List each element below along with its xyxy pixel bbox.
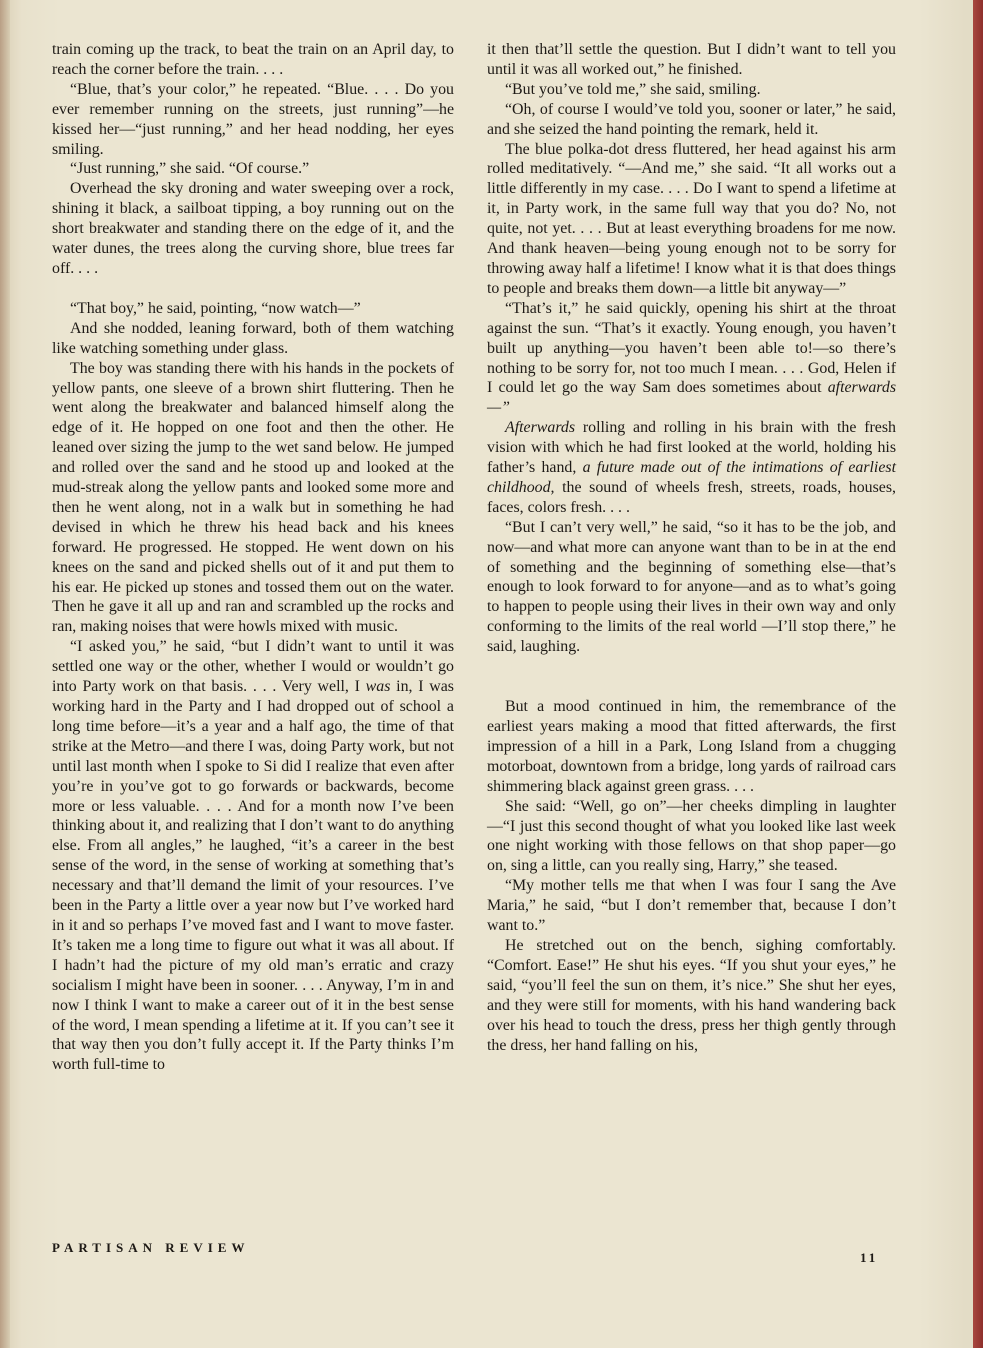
binding-edge bbox=[0, 0, 10, 1348]
paragraph: “Blue, that’s your color,” he repeated. “Blue. . . . Do you ever remember running on the streets, just running”—he kissed her—“just running,” and her head nodding, her eyes smiling. bbox=[52, 80, 454, 158]
paragraph: The blue polka-dot dress fluttered, her head against his arm rolled meditatively. “—And me,” she said. “It all works out a little differently in my case. . . . Do I want to spend a lifetime at it, in Party work, in the same full way that you do? No, not quite, not yet. . . . But at least everything broadens for me now. And thank heaven—being young enough not to be sorry for throwing away half a lifetime! I know what it is that does things to people and breaks them down—a little bit anyway—” bbox=[487, 140, 896, 297]
text-run: the sound of wheels fresh, streets, roads, houses, faces, colors fresh. . . . bbox=[487, 478, 896, 516]
italic-text: afterwards—” bbox=[487, 379, 896, 417]
text-run: in, I was working hard in the Party and I had dropped out of school a long time before—it’s a year and a half ago, the time of that strike at the Metro—and there I was, doing Party work, but not until last month when I spoke to Si did I realize that even after you’re in you’ve got to go forwards or backwards, become more or less valuable. . . . And for a month now I’ve been thinking about it, and realizing that I don’t want to do anything else. From all angles,” he laughed, “it’s a career in the best sense of the word, in the sense of working at something that’s necessary and that’ll demand the limit of your resources. I’ve been in the Party a little over a year now but I’ve worked hard in it and so perhaps I’ve moved fast and I want to move faster. It’s taken me a long time to figure out what it was all about. If I hadn’t had the picture of my old man’s erratic and crazy socialism I might have been in sooner. . . . Anyway, I’m in and now I think I want to make a career out of it in the best sense of the word, I mean spending a lifetime at it. If you can’t see it that way then you don’t fully accept it. If the Party thinks I’m worth full-time to bbox=[52, 678, 454, 1074]
paragraph: The boy was standing there with his hands in the pockets of yellow pants, one sleeve of a brown shirt fluttering. Then he went along the breakwater and balanced himself along the edge of it. He hopped on one foot and then the other. He leaned over sizing the jump to the wet sand below. He jumped and rolled over the sand and he stood up and looked at the mud-streak along the yellow pants and looked some more and then he went along, not in a walk but in something he had devised in which he threw his head back and his knees forward. He progressed. He stopped. He went down on his knees on the sand and picked shells out of it and put them to his ear. He picked up stones and tossed them out on the water. Then he gave it all up and ran and scrambled up the rocks and ran, making noises that were howls mixed with music. bbox=[52, 359, 454, 636]
paragraph: “That boy,” he said, pointing, “now watch—” bbox=[70, 299, 361, 317]
paragraph bbox=[52, 637, 454, 1075]
paragraph: it then that’ll settle the question. But I didn’t want to tell you until it was all worked out,” he finished. bbox=[487, 41, 896, 78]
left-text-column bbox=[52, 40, 454, 1075]
paragraph: But a mood continued in him, the remembrance of the earliest years making a mood that fitted afterwards, the first impression of a hill in a Park, Long Island from a chugging motorboat, downtown from a bridge, long yards of railroad cars shimmering black against green grass. . . . bbox=[487, 698, 896, 795]
publication-name: PARTISAN REVIEW bbox=[52, 1240, 250, 1255]
paragraph: train coming up the track, to beat the train on an April day, to reach the corner before the train. . . . bbox=[52, 41, 454, 78]
text-run: “That’s it,” he said quickly, opening his shirt at the throat against the sun. “That’s it exactly. Young enough, you haven’t built up anything—you haven’t been able to!—so there’s nothing to be sorry for, not too much I mean. . . . God, Helen if I could let go the way Sam does sometimes about bbox=[487, 299, 896, 397]
paragraph: “But I can’t very well,” he said, “so it has to be the job, and now—and what more can anyone want than to be in at the end of something and the beginning of something else—that’s enough to look forward to for anyone—and as to what’s going to happen to people using their lives in their own way and only conforming to the limits of the real world —I’ll stop there,” he said, laughing. bbox=[487, 518, 896, 656]
paragraph bbox=[487, 299, 896, 418]
italic-text: was bbox=[365, 678, 391, 696]
text-run: rolling and rolling in his brain with the fresh vision with which he had first looked at the world, holding his father’s hand, bbox=[487, 419, 896, 477]
paragraph bbox=[487, 418, 896, 518]
paragraph: “My mother tells me that when I was four I sang the Ave Maria,” he said, “but I don’t remember that, because I don’t want to.” bbox=[487, 877, 896, 935]
paragraph: She said: “Well, go on”—her cheeks dimpling in laughter—“I just this second thought of what you looked like last week one night working with those fellows on that shop paper—go on, sing a little, can you really sing, Harry,” she teased. bbox=[487, 797, 896, 875]
paragraph: “But you’ve told me,” she said, smiling. bbox=[505, 80, 761, 98]
paragraph: He stretched out on the bench, sighing comfortably. “Comfort. Ease!” He shut his eyes. “If you shut your eyes,” he said, “you’ll feel the sun on them, it’s nice.” She shut her eyes, and they were still for moments, with his hand wandering back over his head to touch the dress, press her thigh gently through the dress, her hand falling on his, bbox=[487, 936, 896, 1054]
page-number: 11 bbox=[860, 1250, 879, 1265]
paragraph: And she nodded, leaning forward, both of them watching like watching something under glass. bbox=[52, 319, 454, 357]
text-run: “I asked you,” he said, “but I didn’t want to until it was settled one way or the other, whether I would or wouldn’t go into Party work on that basis. . . . Very well, I bbox=[52, 638, 454, 696]
italic-text: Afterwards bbox=[505, 419, 576, 437]
paragraph: “Just running,” she said. “Of course.” bbox=[70, 160, 310, 178]
paragraph: “Oh, of course I would’ve told you, sooner or later,” he said, and she seized the hand pointing the remark, held it. bbox=[487, 100, 896, 138]
cover-edge bbox=[973, 0, 983, 1348]
right-text-column bbox=[487, 40, 896, 1055]
paragraph: Overhead the sky droning and water sweeping over a rock, shining it black, a sailboat tipping, a boy running out on the short breakwater and standing there on the edge of it, and the water dunes, the trees along the curving shore, blue trees far off. . . . bbox=[52, 180, 454, 277]
italic-text: a future made out of the intimations of earliest childhood, bbox=[487, 459, 896, 496]
